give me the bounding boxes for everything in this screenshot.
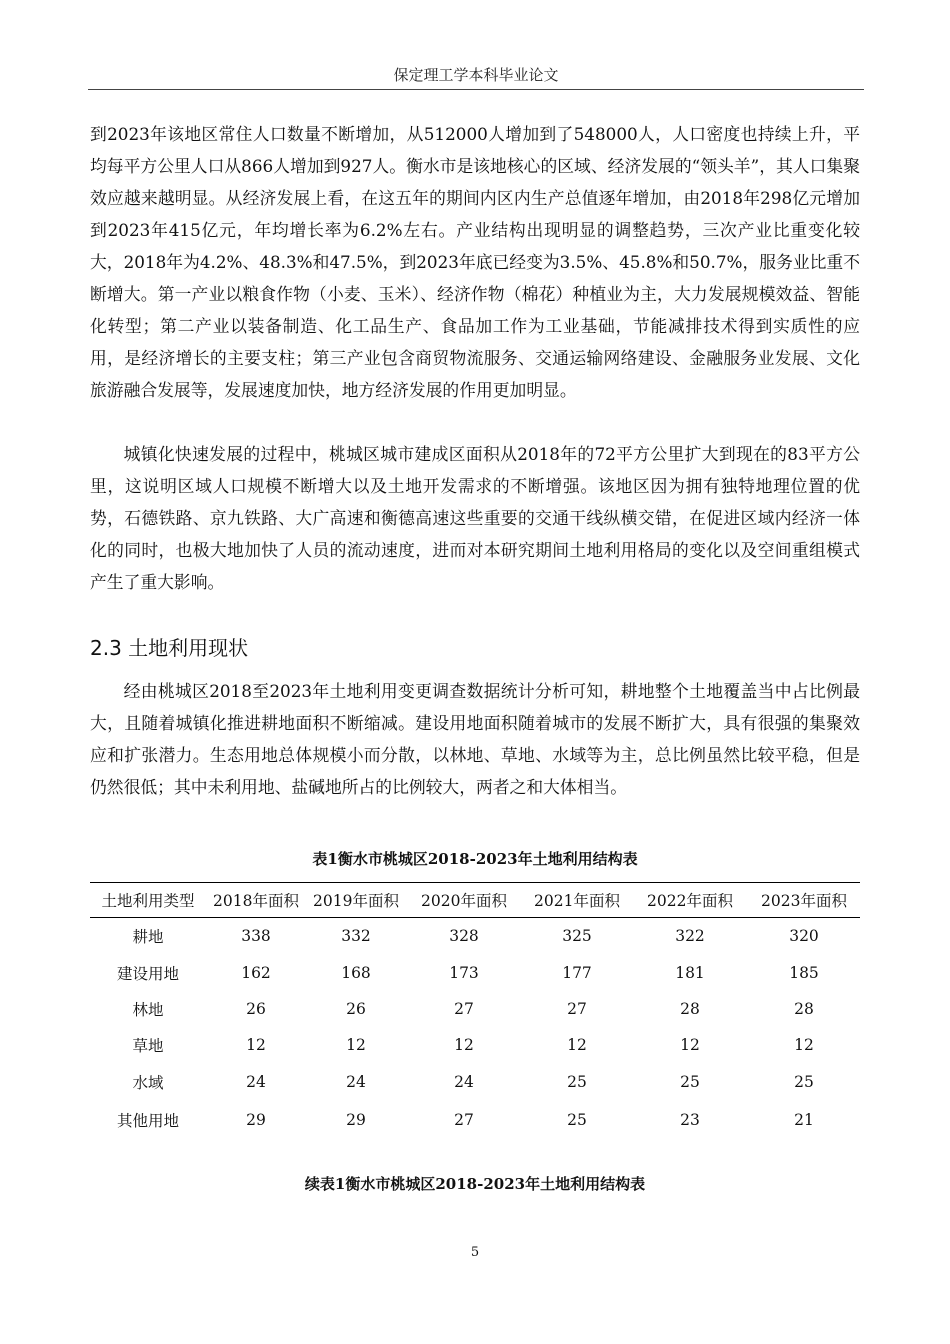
table-row: [90, 1027, 860, 1063]
table-cell: 12: [680, 1036, 700, 1055]
table-cell: 332: [341, 927, 371, 946]
paragraph-land-use-status: 经由桃城区2018至2023年土地利用变更调查数据统计分析可知，耕地整个土地覆盖当中占比例最大，且随着城镇化推进耕地面积不断缩减。建设用地面积随着城市的发展不断扩大，具有很强的集聚效应和扩张潜力。生态用地总体规模小而分散，以林地、草地、水域等为主，总比例虽然比较平稳，但是仍然很低；其中未利用地、盐碱地所占的比例较大，两者之和大体相当。: [90, 681, 860, 797]
table-cell: 29: [346, 1110, 366, 1129]
table-cell: 168: [341, 963, 371, 982]
table-cell: 25: [794, 1072, 814, 1091]
table-row: [90, 1064, 860, 1100]
paragraph-urbanization: 城镇化快速发展的过程中，桃城区城市建成区面积从2018年的72平方公里扩大到现在的83平方公里，这说明区域人口规模不断增大以及土地开发需求的不断增强。该地区因为拥有独特地理位置的优势，石德铁路、京九铁路、大广高速和衡德高速这些重要的交通干线纵横交错，在促进区域内经济一体化的同时，也极大地加快了人员的流动速度，进而对本研究期间土地利用格局的变化以及空间重组模式产生了重大影响。: [90, 444, 860, 592]
table-cell: 23: [680, 1110, 700, 1129]
table-cell: 耕地: [132, 928, 164, 947]
table-cell: 26: [346, 999, 366, 1018]
running-header: 保定理工学本科毕业论文: [393, 66, 559, 84]
table-cell: 12: [794, 1036, 814, 1055]
table-cell: 25: [680, 1072, 700, 1091]
table-cell: 林地: [132, 1000, 164, 1019]
table-cell: 水域: [132, 1073, 164, 1092]
table-cell: 其他用地: [116, 1111, 179, 1130]
table-row: [90, 918, 860, 955]
table-cell: 24: [454, 1072, 474, 1091]
table-caption: 表1衡水市桃城区2018-2023年土地利用结构表: [312, 850, 638, 868]
table-cell: 12: [454, 1036, 474, 1055]
table-cell: 177: [562, 963, 592, 982]
table-cell: 25: [567, 1110, 587, 1129]
table-header-row: [90, 883, 860, 918]
table-cell: 328: [449, 927, 479, 946]
table-cell: 21: [794, 1110, 814, 1129]
table-cell: 25: [567, 1072, 587, 1091]
table-cell: 320: [789, 927, 819, 946]
table-cell: 325: [562, 927, 592, 946]
table-cell: 181: [675, 963, 705, 982]
table-cell: 27: [567, 999, 587, 1018]
table-cell: 草地: [132, 1037, 164, 1056]
table-cell: 27: [454, 999, 474, 1018]
column-header: 土地利用类型: [90, 883, 206, 918]
table-cell: 27: [454, 1110, 474, 1129]
table-cell: 173: [449, 963, 479, 982]
table-cell: 24: [346, 1072, 366, 1091]
section-heading: 2.3 土地利用现状: [90, 636, 249, 660]
table-cell: 29: [246, 1110, 266, 1129]
table-row: [90, 954, 860, 990]
table-cell: 12: [246, 1036, 266, 1055]
column-header: 2021年面积: [522, 883, 632, 918]
page-number: 5: [470, 1245, 480, 1260]
table-cell: 28: [794, 999, 814, 1018]
land-use-table: [90, 882, 860, 1140]
table-cell: 26: [246, 999, 266, 1018]
table-cell: 185: [789, 963, 819, 982]
table-cell: 28: [680, 999, 700, 1018]
table-cell: 338: [241, 927, 271, 946]
column-header: 2019年面积: [306, 883, 406, 918]
paragraph-population-economy: 到2023年该地区常住人口数量不断增加，从512000人增加到了548000人，人口密度也持续上升，平均每平方公里人口从866人增加到927人。衡水市是该地核心的区域、经济发展的“领头羊”，其人口集聚效应越来越明显。从经济发展上看，在这五年的期间内区内生产总值逐年增加，由2018年298亿元增加到2023年415亿元，年均增长率为6.2%左右。产业结构出现明显的调整趋势，三次产业比重变化较大，2018年为4.2%、48.3%和47.5%，到2023年底已经变为3.5%、45.8%和50.7%，服务业比重不断增大。第一产业以粮食作物（小麦、玉米）、经济作物（棉花）种植业为主，大力发展规模效益、智能化转型；第二产业以装备制造、化工品生产、食品加工作为工业基础，节能减排技术得到实质性的应用，是经济增长的主要支柱；第三产业包含商贸物流服务、交通运输网络建设、金融服务业发展、文化旅游融合发展等，发展速度加快，地方经济发展的作用更加明显。: [90, 124, 860, 400]
column-header: 2018年面积: [206, 883, 306, 918]
column-header: 2020年面积: [406, 883, 522, 918]
table-cell: 12: [346, 1036, 366, 1055]
table-cell: 24: [246, 1072, 266, 1091]
table-row: [90, 991, 860, 1027]
table-cell: 162: [241, 963, 271, 982]
header-rule: [88, 89, 864, 90]
table-cell: 12: [567, 1036, 587, 1055]
table-cell: 322: [675, 927, 705, 946]
column-header: 2023年面积: [748, 883, 860, 918]
table-row: [90, 1100, 860, 1140]
column-header: 2022年面积: [632, 883, 748, 918]
continued-table-caption: 续表1衡水市桃城区2018-2023年土地利用结构表: [304, 1175, 646, 1193]
table-cell: 建设用地: [116, 964, 179, 983]
